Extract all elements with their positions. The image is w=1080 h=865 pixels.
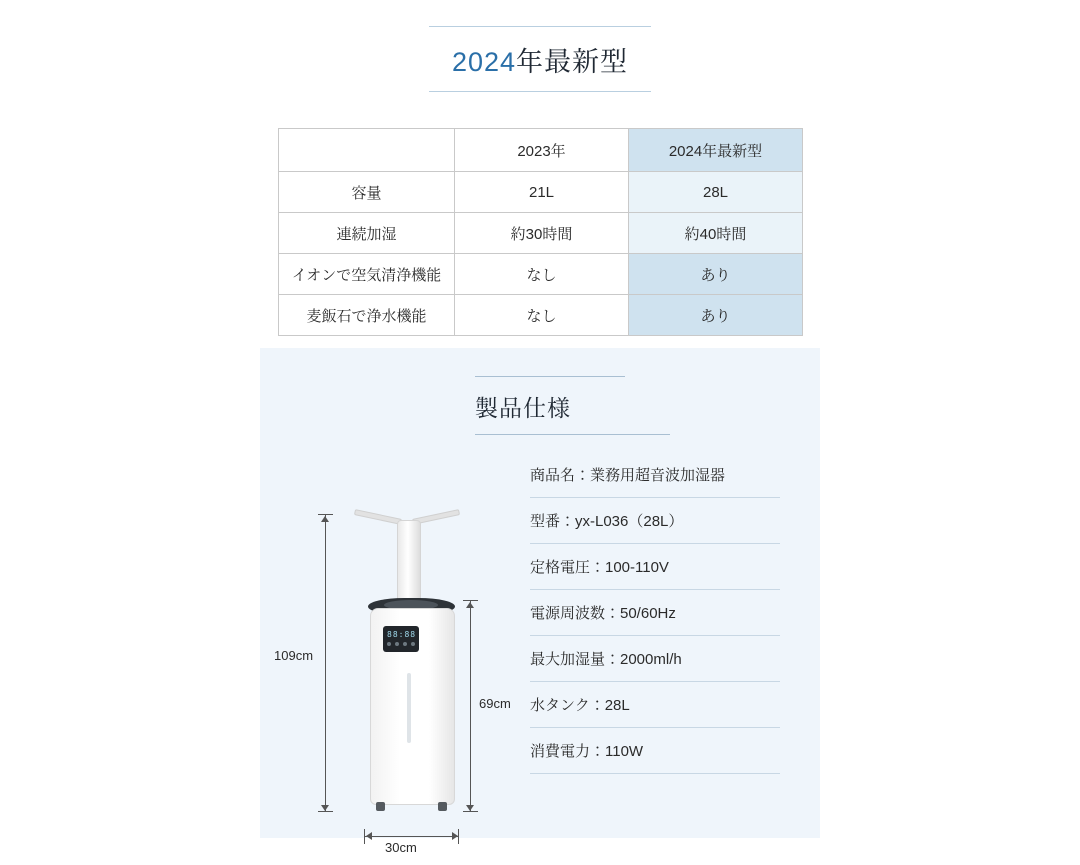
row-label: 容量 bbox=[279, 172, 455, 213]
dim-cap-top bbox=[318, 514, 333, 515]
dim-arrow-body-down bbox=[466, 805, 474, 811]
page-title bbox=[452, 40, 628, 79]
table-row bbox=[279, 213, 803, 254]
spec-item: 消費電力：110W bbox=[530, 728, 780, 774]
table-header-2024: 2024年最新型 bbox=[629, 129, 803, 172]
spec-item: 定格電圧：100-110V bbox=[530, 544, 780, 590]
page-title-rest: 年最新型 bbox=[516, 47, 629, 77]
spec-title-wrapper bbox=[475, 376, 775, 435]
dim-arrow-right bbox=[452, 832, 458, 840]
row-value-new: あり bbox=[629, 295, 803, 336]
spec-item: 商品名：業務用超音波加湿器 bbox=[530, 452, 780, 498]
page-header bbox=[0, 0, 1080, 92]
table-row bbox=[279, 295, 803, 336]
row-label: イオンで空気清浄機能 bbox=[279, 254, 455, 295]
product-diagram bbox=[274, 458, 511, 855]
dim-arrow-left bbox=[366, 832, 372, 840]
dim-label-width: 30cm bbox=[385, 840, 417, 855]
comparison-table-wrapper bbox=[278, 128, 802, 336]
caster-left bbox=[376, 802, 385, 811]
comparison-table bbox=[278, 128, 803, 336]
dim-cap-right bbox=[458, 829, 459, 844]
table-row bbox=[279, 172, 803, 213]
spec-item: 最大加湿量：2000ml/h bbox=[530, 636, 780, 682]
dim-cap-body-top bbox=[463, 600, 478, 601]
spec-item: 電源周波数：50/60Hz bbox=[530, 590, 780, 636]
spec-title: 製品仕様 bbox=[475, 395, 571, 421]
row-value-old: なし bbox=[455, 295, 629, 336]
table-header-row bbox=[279, 129, 803, 172]
table-header-blank bbox=[279, 129, 455, 172]
spec-item: 水タンク：28L bbox=[530, 682, 780, 728]
page-title-accent: 2024 bbox=[451, 47, 517, 77]
spec-rule-top bbox=[475, 376, 625, 377]
dim-arrow-up bbox=[321, 516, 329, 522]
spec-rule-bottom bbox=[475, 434, 670, 435]
row-value-old: 約30時間 bbox=[455, 213, 629, 254]
dim-cap-bottom bbox=[318, 811, 333, 812]
row-value-new: あり bbox=[629, 254, 803, 295]
dim-line-total-height bbox=[325, 514, 326, 811]
dim-label-body-height: 69cm bbox=[479, 696, 511, 711]
spec-panel bbox=[260, 348, 820, 855]
control-panel-display: 88:88 bbox=[387, 630, 417, 639]
header-rule-top bbox=[429, 26, 651, 27]
row-value-old: 21L bbox=[455, 172, 629, 213]
row-value-new: 約40時間 bbox=[629, 213, 803, 254]
dim-cap-body-bottom bbox=[463, 811, 478, 812]
dim-line-body-height bbox=[470, 600, 471, 811]
row-value-new: 28L bbox=[629, 172, 803, 213]
mist-tube bbox=[397, 520, 421, 610]
dim-arrow-body-up bbox=[466, 602, 474, 608]
mist-arm-left bbox=[354, 509, 402, 525]
row-value-old: なし bbox=[455, 254, 629, 295]
dim-line-width bbox=[364, 836, 458, 837]
caster-right bbox=[438, 802, 447, 811]
table-header-2023: 2023年 bbox=[455, 129, 629, 172]
dim-label-total-height: 109cm bbox=[274, 648, 314, 663]
spec-item: 型番：yx-L036（28L） bbox=[530, 498, 780, 544]
dim-cap-left bbox=[364, 829, 365, 844]
spec-list bbox=[530, 452, 780, 774]
table-row bbox=[279, 254, 803, 295]
row-label: 麦飯石で浄水機能 bbox=[279, 295, 455, 336]
water-level-window bbox=[407, 673, 411, 743]
row-label: 連続加湿 bbox=[279, 213, 455, 254]
control-panel-buttons bbox=[387, 642, 415, 646]
dim-arrow-down bbox=[321, 805, 329, 811]
header-rule-bottom bbox=[429, 91, 651, 92]
